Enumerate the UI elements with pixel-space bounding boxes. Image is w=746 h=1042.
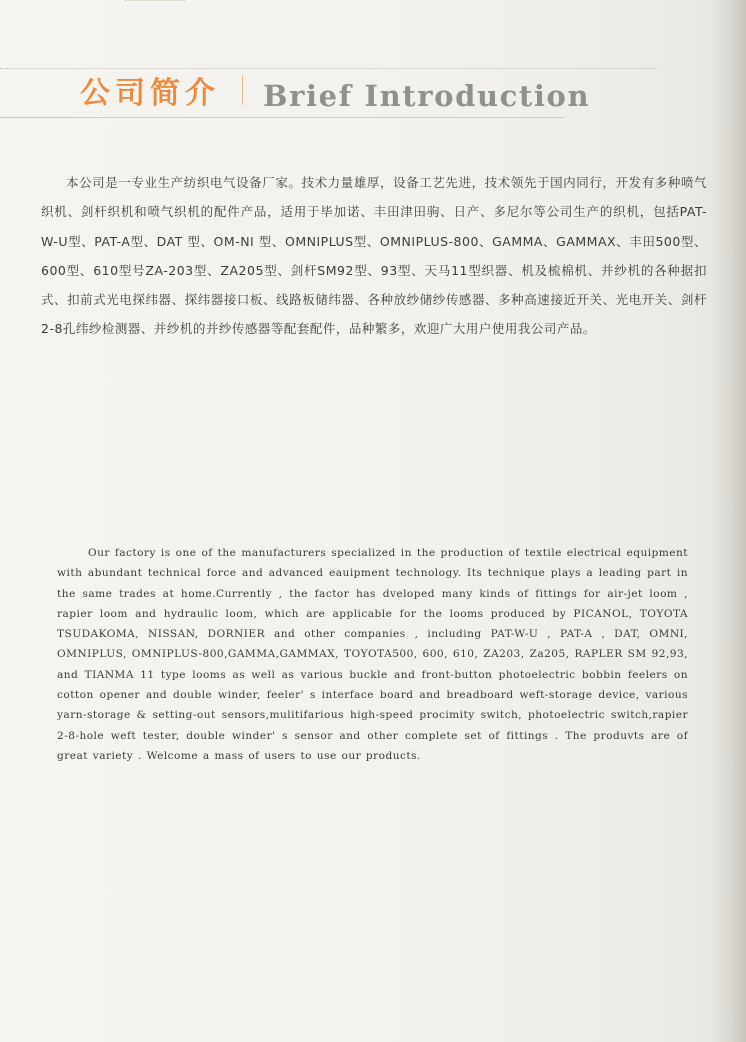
header-divider [242,75,243,105]
header-bottom-rule [0,117,565,118]
page-title-english: Brief Introduction [263,79,591,113]
intro-paragraph-english: Our factory is one of the manufacturers specialized in the production of textile electrical equipment with abundant technical force and advanced eauipment technology. Its technique plays a leading part in the same trades at home.Currently , the factor has dveloped many kinds of fittings for air-jet loom , rapier loom and hydraulic loom, which are applicable for the looms produced by PICANOL, TOYOTA TSUDAKOMA, NISSAN, DORNIER and other companies , including PAT-W-U , PAT-A , DAT, OMNI, OMNIPLUS, OMNIPLUS-800,GAMMA,GAMMAX, TOYOTA500, 600, 610, ZA203, Za205, RAPLER SM 92,93, and TIANMA 11 type looms as well as various buckle and front-button photoelectric bobbin feelers on cotton opener and double winder, feeler' s interface board and breadboard weft-storage device, various yarn-storage & setting-out sensors,mulitifarious high-speed procimity switch, photoelectric switch,rapier 2-8-hole weft tester, double winder' s sensor and other complete set of fittings . The produvts are of great variety . Welcome a mass of users to use our products. [57,547,688,762]
intro-paragraph-chinese: 本公司是一专业生产纺织电气设备厂家。技术力量雄厚，设备工艺先进，技术领先于国内同行，开发有多种喷气织机、剑杆织机和喷气织机的配件产品，适用于毕加诺、丰田津田驹、日产、多尼尔等公司生产的织机，包括PAT-W-U型、PAT-A型、DAT 型、OM-NI 型、OMNIPLUS型、OMNIPLUS-800、GAMMA、GAMMAX、丰田500型、600型、610型号ZA-203型、ZA205型、剑杆SM92型、93型、天马11型织器、机及梳棉机、并纱机的各种据扣式、扣前式光电探纬器、探纬器接口板、线路板储纬器、各种放纱储纱传感器、多种高速接近开关、光电开关、剑杆2-8孔纬纱检测器、并纱机的并纱传感器等配套配件，品种繁多，欢迎广大用户使用我公司产品。 [41,175,707,337]
page-edge-shadow [710,0,746,1042]
page-title-chinese: 公司简介 [80,76,220,111]
top-edge-mark [125,0,185,5]
